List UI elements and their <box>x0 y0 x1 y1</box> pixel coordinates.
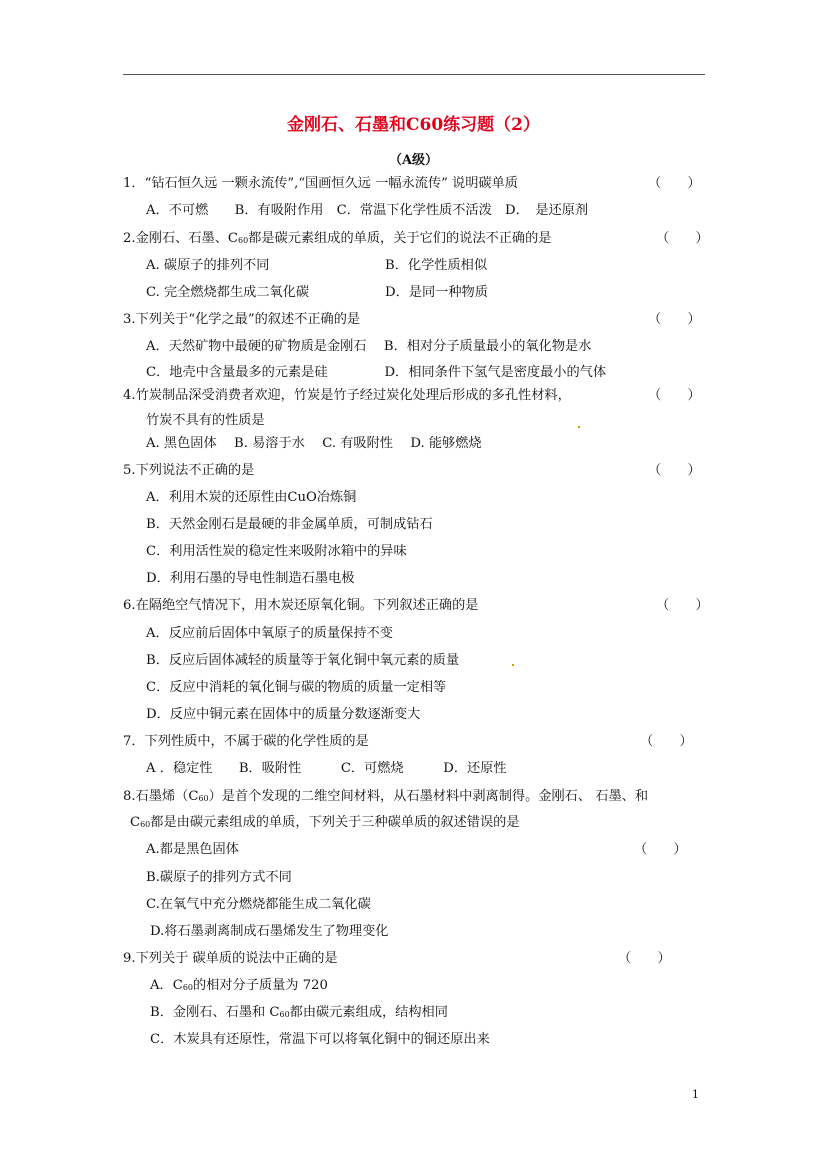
header-rule <box>123 74 705 75</box>
level-label: （A级） <box>388 153 439 168</box>
question-1-answer-blank: （ ） <box>648 176 701 191</box>
question-2-option-a: A. 碳原子的排列不同 <box>146 258 270 273</box>
question-9-stem: 9.下列关于 碳单质的说法中正确的是 <box>123 951 338 966</box>
question-5-option-a: A．利用木炭的还原性由CuO冶炼铜 <box>146 490 357 505</box>
question-9-option-c: C．木炭具有还原性，常温下可以将氧化铜中的铜还原出来 <box>150 1032 490 1047</box>
question-2-answer-blank: （ ） <box>656 231 709 246</box>
question-1-stem: 1．“钻石恒久远 一颗永流传”,“国画恒久远 一幅永流传” 说明碳单质 <box>123 176 518 191</box>
question-6-option-a: A．反应前后固体中氧原子的质量保持不变 <box>146 626 393 641</box>
question-6-stem: 6.在隔绝空气情况下，用木炭还原氧化铜。下列叙述正确的是 <box>123 598 479 613</box>
question-5-stem: 5.下列说法不正确的是 <box>123 463 255 478</box>
question-6-option-c: C．反应中消耗的氧化铜与碳的物质的质量一定相等 <box>146 680 447 695</box>
question-8-option-b: B.碳原子的排列方式不同 <box>146 870 292 885</box>
page-title: 金刚石、石墨和C60练习题（2） <box>286 115 540 135</box>
question-6-answer-blank: （ ） <box>656 598 709 613</box>
question-2-option-b: B．化学性质相似 <box>385 258 488 273</box>
question-2-option-d: D．是同一种物质 <box>385 285 488 300</box>
question-3-options-ab: A．天然矿物中最硬的矿物质是金刚石 B．相对分子质量最小的氧化物是水 <box>146 339 592 354</box>
question-9-option-a: A．$C_{60}$的相对分子质量为 720 <box>150 978 328 993</box>
question-3-stem: 3.下列关于“化学之最”的叙述不正确的是 <box>123 312 361 327</box>
page-number: 1 <box>692 1088 699 1101</box>
question-7-answer-blank: （ ） <box>640 734 693 749</box>
question-2-option-c: C. 完全燃烧都生成二氧化碳 <box>146 285 310 300</box>
question-3-answer-blank: （ ） <box>648 312 701 327</box>
question-6-option-d: D．反应中铜元素在固体中的质量分数逐渐变大 <box>146 707 421 722</box>
question-8-option-d: D.将石墨剥离制成石墨烯发生了物理变化 <box>150 924 389 939</box>
question-7-options: A ．稳定性 B．吸附性 C．可燃烧 D．还原性 <box>146 761 507 776</box>
question-4-answer-blank: （ ） <box>648 388 701 403</box>
question-8-stem-continued: $C_{60}$都是由碳元素组成的单质，下列关于三种碳单质的叙述错误的是 <box>130 815 520 830</box>
question-9-option-b: B．金刚石、石墨和 $C_{60}$都由碳元素组成，结构相同 <box>150 1005 448 1020</box>
question-5-option-c: C．利用活性炭的稳定性来吸附冰箱中的异味 <box>146 544 407 559</box>
question-3-options-cd: C．地壳中含量最多的元素是硅 D．相同条件下氢气是密度最小的气体 <box>146 365 607 380</box>
question-4-stem-continued: 竹炭不具有的性质是 <box>146 413 265 428</box>
question-6-option-b: B．反应后固体减轻的质量等于氧化铜中氧元素的质量 <box>146 653 460 668</box>
question-5-answer-blank: （ ） <box>648 463 701 478</box>
question-2-stem: 2.金刚石、石墨、$C_{60}$都是碳元素组成的单质，关于它们的说法不正确的是 <box>123 231 552 246</box>
question-5-option-d: D．利用石墨的导电性制造石墨电极 <box>146 571 355 586</box>
stray-dot <box>512 664 514 666</box>
stray-dot <box>578 426 580 428</box>
question-7-stem: 7．下列性质中，不属于碳的化学性质的是 <box>123 734 369 749</box>
question-4-options: A. 黑色固体 B. 易溶于水 C. 有吸附性 D. 能够燃烧 <box>146 436 482 451</box>
question-8-stem: 8.石墨烯$(C_{60})$是首个发现的二维空间材料，从石墨材料中剥离制得。金刚石、 石墨、和 <box>123 789 649 804</box>
question-8-answer-blank: （ ） <box>634 842 687 857</box>
question-1-options: A．不可燃 B．有吸附作用 C．常温下化学性质不活泼 D． 是还原剂 <box>146 203 589 218</box>
question-8-option-a: A.都是黑色固体 <box>146 842 239 857</box>
question-4-stem: 4.竹炭制品深受消费者欢迎，竹炭是竹子经过炭化处理后形成的多孔性材料， <box>123 388 571 403</box>
question-8-option-c: C.在氧气中充分燃烧都能生成二氧化碳 <box>146 897 371 912</box>
question-5-option-b: B．天然金刚石是最硬的非金属单质，可制成钻石 <box>146 517 433 532</box>
question-9-answer-blank: （ ） <box>618 951 671 966</box>
